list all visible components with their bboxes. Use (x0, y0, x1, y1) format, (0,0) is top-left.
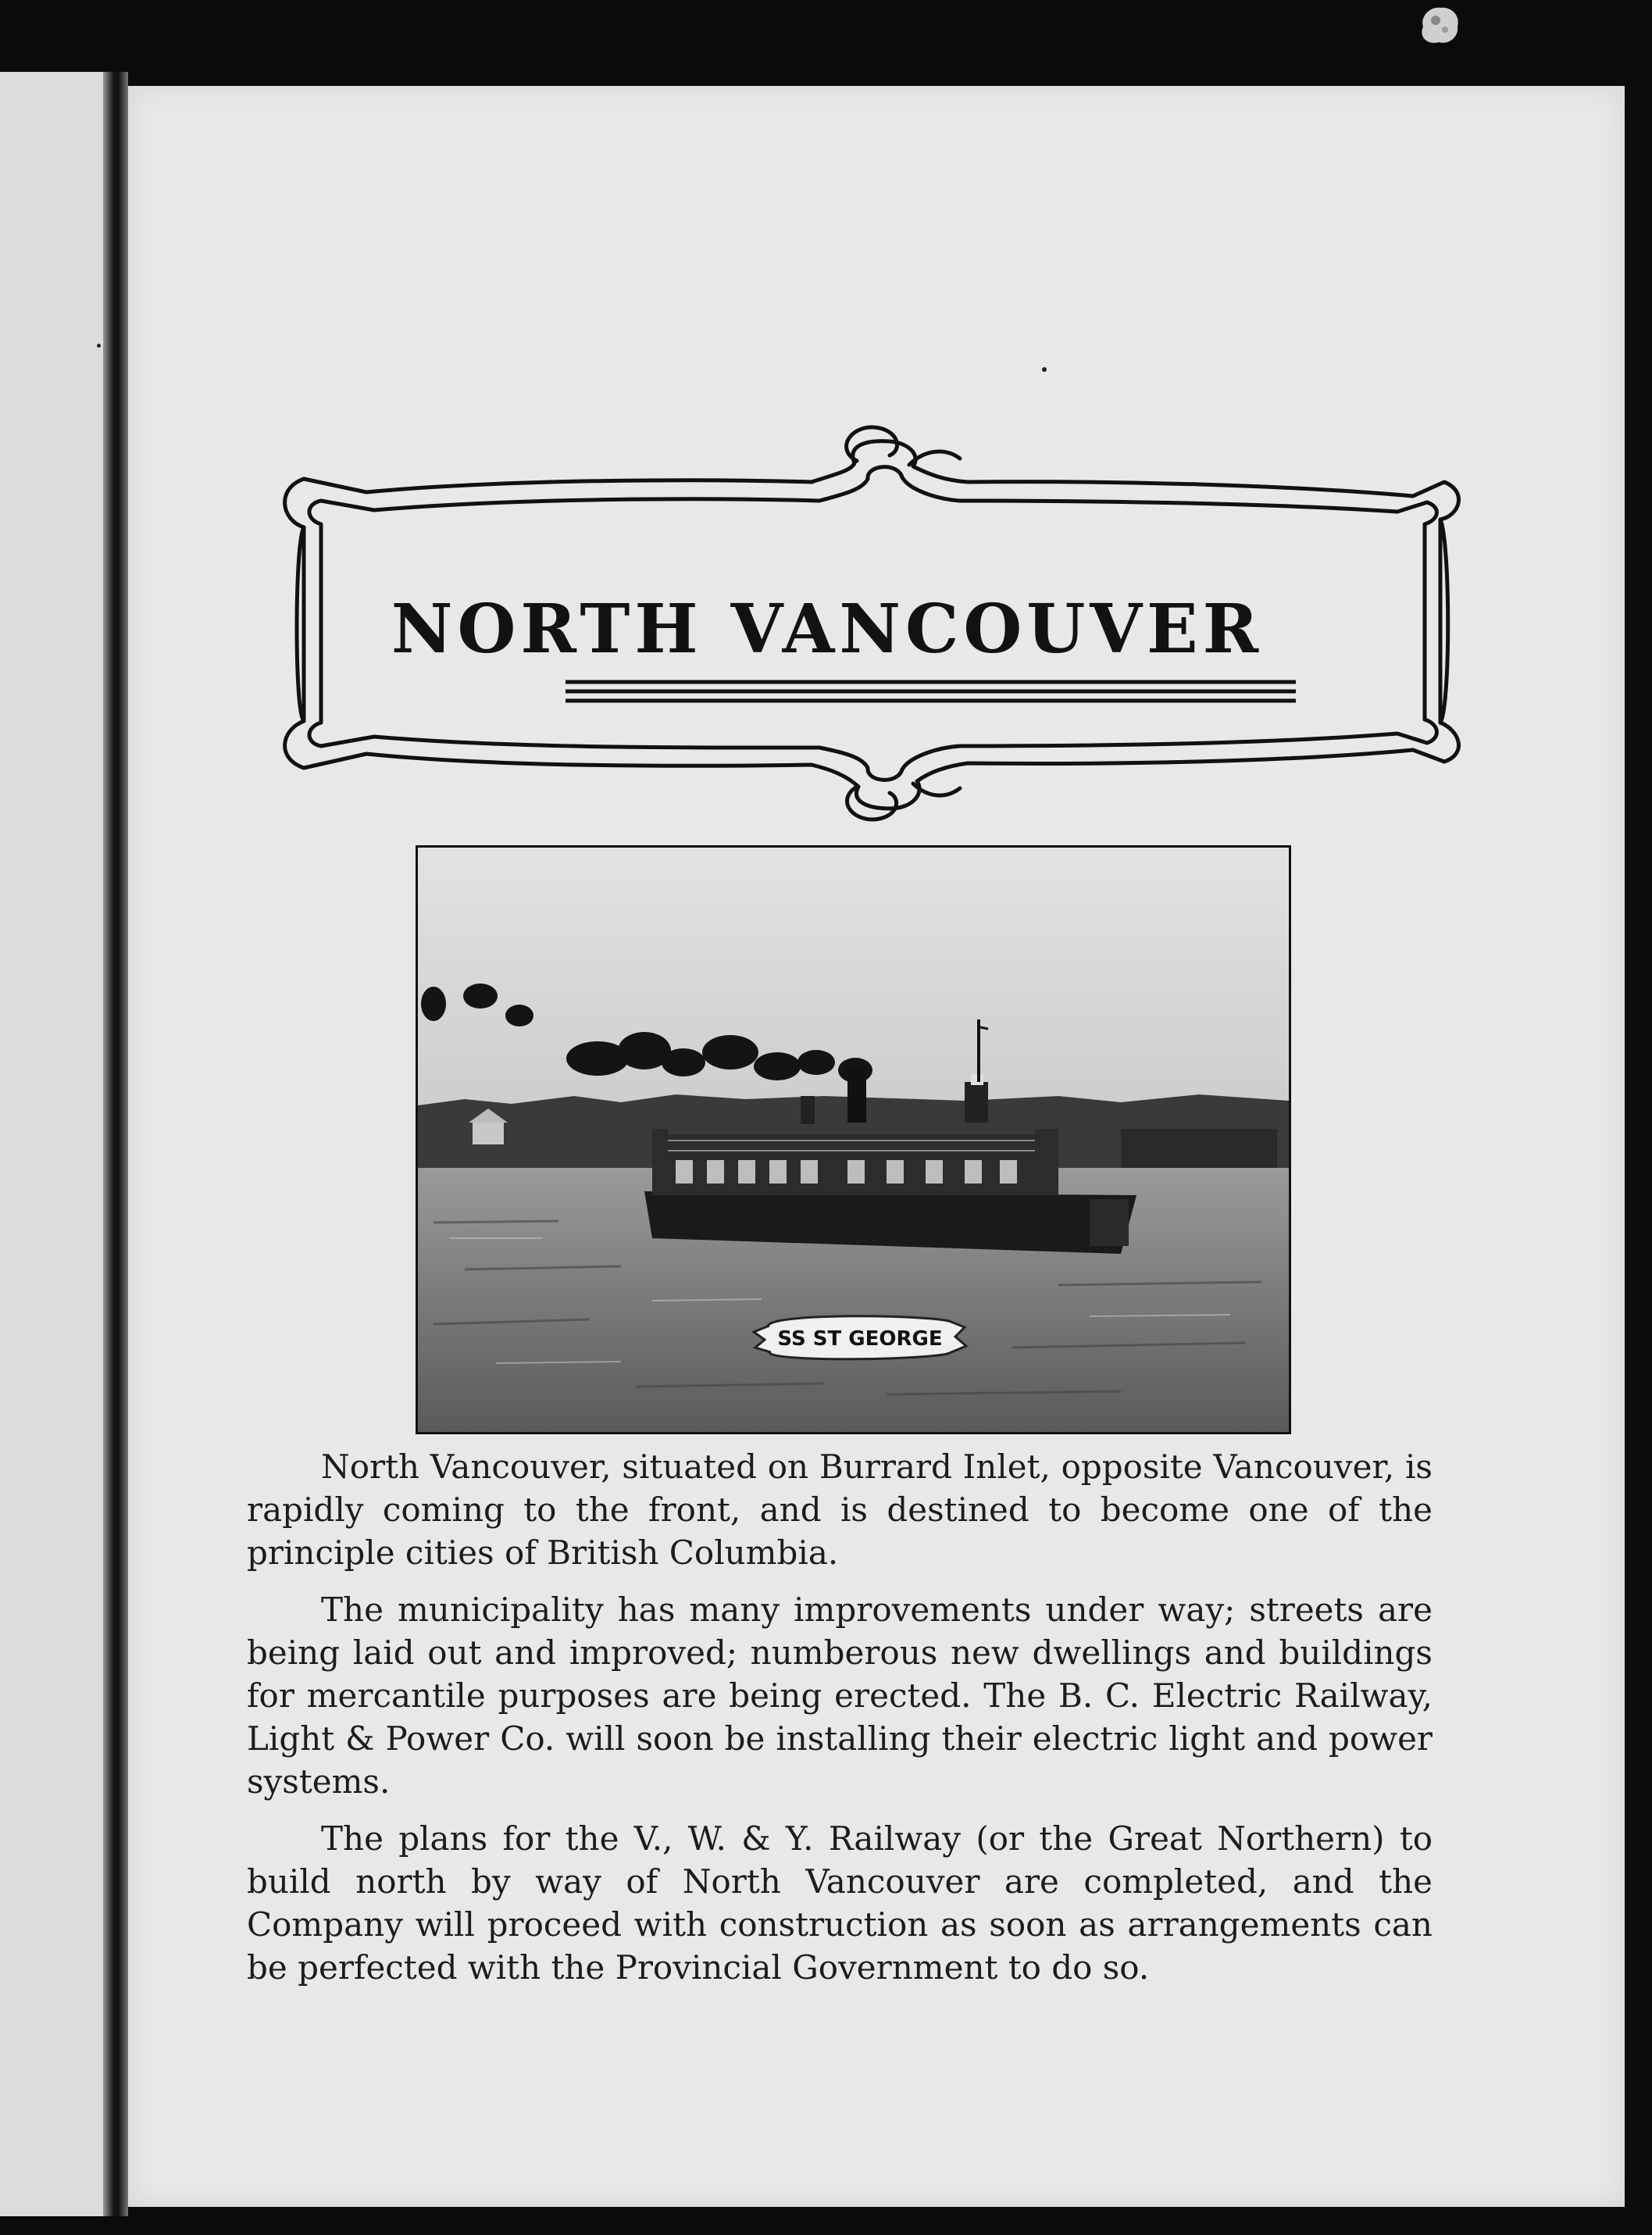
photo-caption: SS ST GEORGE (777, 1327, 943, 1351)
page-title: NORTH VANCOUVER (391, 590, 1264, 669)
book-gutter (103, 72, 128, 2216)
title-ornamental-frame (273, 387, 1468, 832)
paragraph-1: North Vancouver, situated on Burrard Inlet, opposite Vancouver, is rapidly coming to the front, and is destined to become one of the principle cities of British Columbia. (247, 1448, 1433, 1572)
paper-blot-mark (1415, 3, 1464, 47)
ferry-photograph (416, 845, 1291, 1434)
paper-speck (97, 344, 101, 348)
page (128, 86, 1625, 2207)
article-body (247, 1445, 1433, 2003)
paragraph-3: The plans for the V., W. & Y. Railway (or the Great Northern) to build north by way of North Vancouver are completed, and the Company will proceed with construction as soon as arrangements can be perfected with the Provincial Government to do so. (247, 1819, 1433, 1987)
paragraph-2: The municipality has many improvements under way; streets are being laid out and improved; numberous new dwellings and buildings for mercantile purposes are being erected. The B. C. Electric Railway, Light & Power Co. will soon be installing their electric light and power systems. (247, 1591, 1433, 1801)
left-page-edge (0, 72, 113, 2216)
paper-speck (1042, 367, 1047, 372)
